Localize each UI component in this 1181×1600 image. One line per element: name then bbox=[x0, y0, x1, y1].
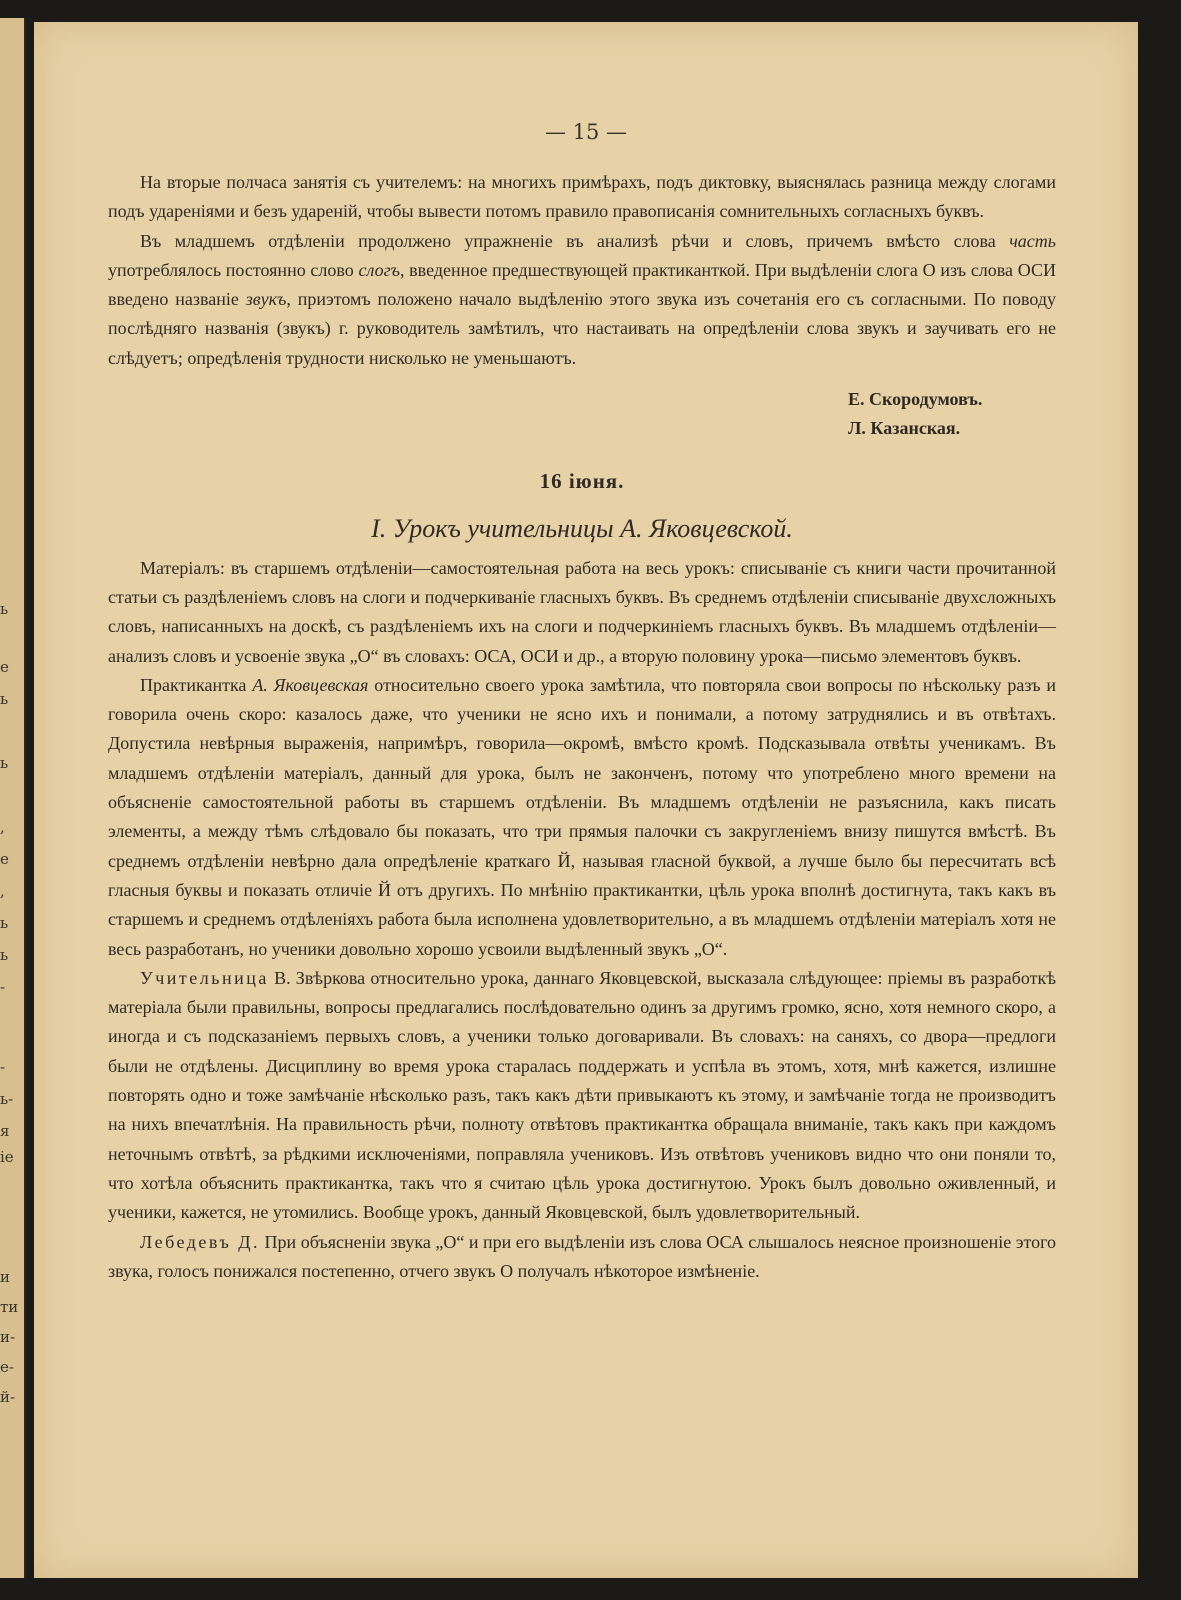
page-number: — 15 — bbox=[544, 120, 628, 144]
date-heading: 16 іюня. bbox=[539, 469, 625, 494]
paragraph: Учительница В. Звѣркова относительно урока, даннаго Яковцевской, высказала слѣдующее: пріемы въ разработкѣ матеріала были правильны, вопросы предлагались послѣдовательно одинъ за другимъ громко, ясно, хотя немного скоро, а иногда и съ подсказаніемъ первыхъ словъ, а ученики только договаривали. Въ словахъ: на саняхъ, со двора—предлоги были не отдѣлены. Дисциплину во время урока старалась поддержать и успѣла въ этомъ, хотя, мнѣ кажется, излишне повторять одно и тоже замѣчаніе нѣсколько разъ, такъ какъ дѣти привыкаютъ къ этому, и замѣчаніе тогда не производитъ на нихъ впечатлѣнія. На правильность рѣчи, полноту отвѣтовъ практикантка обращала вниманіе, такъ какъ при каждомъ неточнымъ отвѣтѣ, за рѣдкими исключеніями, поправляла учениковъ. Изъ отвѣтовъ учениковъ видно что они поняли то, что хотѣла объяснить практикантка, такъ что я считаю цѣль урока достигнутою. Урокъ былъ довольно оживленный, и ученики, кажется, не утомились. Вообще урокъ, данный Яковцевской, былъ удовлетворительный. bbox=[108, 967, 1056, 1223]
speaker-label: Учительница bbox=[140, 967, 269, 988]
margin-fragment: ь bbox=[0, 600, 9, 618]
paragraph: На вторые полчаса занятія съ учителемъ: на многихъ примѣрахъ, подъ диктовку, выяснялась разница между слогами подъ удареніями и безъ удареній, чтобы вывести потомъ правило правописанія сомнительныхъ согласныхъ буквъ. bbox=[108, 172, 1056, 222]
paragraph: Лебедевъ Д. При объясненіи звука „О“ и при его выдѣленіи изъ слова ОСА слышалось неясное произношеніе этого звука, голосъ понижался постепенно, отчего звукъ О получалъ нѣкоторое измѣненіе. bbox=[108, 1231, 1057, 1281]
margin-fragment: - bbox=[0, 978, 6, 996]
emphasized-word: часть bbox=[1009, 230, 1056, 251]
paragraph: Матеріалъ: въ старшемъ отдѣленіи—самостоятельная работа на весь урокъ: списываніе съ книги части прочитанной статьи съ раздѣленіемъ словъ на слоги и подчеркиваніе гласныхъ буквъ. Въ среднемъ отдѣленіи списываніе двухсложныхъ словъ, написанныхъ на доскѣ, съ раздѣленіемъ ихъ на слоги и подчеркиніемъ гласныхъ буквъ. Въ младшемъ отдѣленіи—анализъ словъ и усвоеніе звука „О“ въ словахъ: ОСА, ОСИ и др., а вторую половину урока—письмо элементовъ буквъ. bbox=[108, 557, 1056, 666]
margin-fragment: , bbox=[0, 818, 5, 836]
signature: Л. Казанская. bbox=[848, 418, 961, 439]
paragraph: Въ младшемъ отдѣленіи продолжено упражненіе въ анализѣ рѣчи и словъ, причемъ вмѣсто слова часть употреблялось постоянно слово слогъ, введенное предшествующей практиканткой. При выдѣленіи слога О изъ слова ОСИ введено названіе звукъ, приэтомъ положено начало выдѣленію этого звука изъ сочетанія его съ согласными. По поводу послѣдняго названія (звукъ) г. руководитель замѣтилъ, что настаивать на опредѣленіи слова звукъ и заучивать его не слѣдуетъ; опредѣленія трудности нисколько не уменьшаютъ. bbox=[108, 230, 1057, 368]
book-page bbox=[34, 22, 1138, 1578]
lesson-title: I. Урокъ учительницы А. Яковцевской. bbox=[371, 514, 793, 544]
page-text bbox=[108, 168, 1056, 1286]
margin-fragment: ь bbox=[0, 914, 9, 932]
emphasized-word: слогъ bbox=[358, 259, 400, 280]
paragraph: Практикантка А. Яковцевская относительно своего урока замѣтила, что повторяла свои вопросы по нѣскольку разъ и говорила очень скоро: казалось даже, что ученики не ясно ихъ и понимали, а потому затруднялись и въ отвѣтахъ. Допустила невѣрныя выраженія, напримѣръ, говорила—окромѣ, вмѣсто кромѣ. Подсказывала отвѣты ученикамъ. Въ младшемъ отдѣленіи матеріалъ, данный для урока, былъ не законченъ, потому что употреблено много времени на объясненіе самостоятельной работы въ старшемъ отдѣленіи. Въ младшемъ отдѣленіи не разъяснила, какъ писать элементы, а между тѣмъ слѣдовало бы показать, что три прямыя палочки съ закругленіемъ внизу пишутся вмѣстѣ. Въ среднемъ отдѣленіи невѣрно дала опредѣленіе краткаго Й, называя гласной буквой, а лучше было бы пересчитать всѣ гласныя буквы и показать отличіе Й отъ другихъ. По мнѣнію практикантки, цѣль урока вполнѣ достигнута, такъ какъ въ старшемъ и среднемъ отдѣленіяхъ работа была исполнена удовлетворительно, а въ младшемъ отдѣленіи матеріалъ хотя не весь разработанъ, но ученики довольно хорошо усвоили выдѣленный звукъ „О“. bbox=[108, 674, 1057, 959]
person-name: А. Яковцевская bbox=[252, 674, 369, 695]
speaker-label: Лебедевъ Д. bbox=[140, 1231, 261, 1252]
margin-fragment: е bbox=[0, 658, 9, 676]
margin-fragment: іе bbox=[0, 1148, 14, 1166]
signature: Е. Скородумовъ. bbox=[848, 389, 983, 410]
margin-fragment: е bbox=[0, 850, 9, 868]
margin-fragment: ь- bbox=[0, 1090, 14, 1108]
margin-fragment: й- bbox=[0, 1388, 16, 1406]
margin-fragment: - bbox=[0, 1058, 6, 1076]
margin-fragment: ь bbox=[0, 946, 9, 964]
margin-fragment: ь bbox=[0, 690, 9, 708]
margin-fragment: ти bbox=[0, 1298, 19, 1316]
margin-fragment: е- bbox=[0, 1358, 14, 1376]
margin-fragment: , bbox=[0, 882, 5, 900]
left-page-edge bbox=[0, 18, 26, 1578]
emphasized-word: звукъ bbox=[245, 289, 287, 310]
margin-fragment: и bbox=[0, 1268, 10, 1286]
person-name: В. Звѣркова bbox=[268, 967, 366, 988]
margin-fragment: и- bbox=[0, 1328, 16, 1346]
margin-fragment: ь bbox=[0, 754, 9, 772]
margin-fragment: я bbox=[0, 1122, 10, 1140]
